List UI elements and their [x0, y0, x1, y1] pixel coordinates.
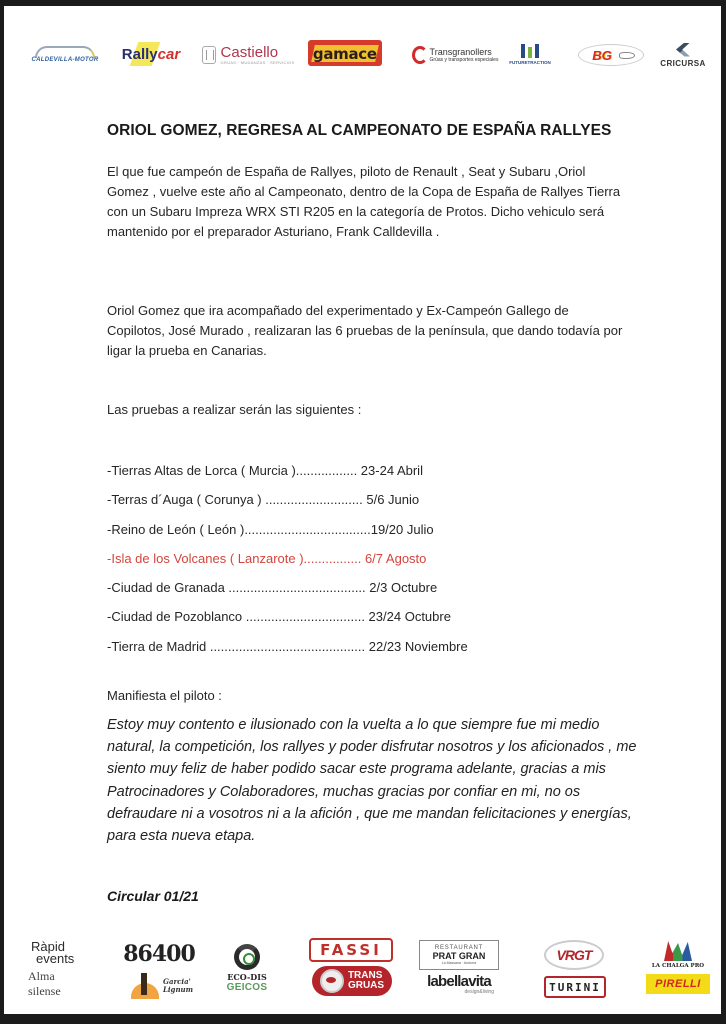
logo-rapid-events: Ràpid events — [31, 939, 75, 966]
race-item: -Reino de León ( León )...................................19/20 Julio — [107, 521, 434, 537]
logo-la-chalga-pro: LA CHALGA PRO — [648, 940, 708, 970]
race-item-highlighted: -Isla de los Volcanes ( Lanzarote )................ 6/7 Agosto — [107, 550, 427, 566]
race-list — [107, 456, 468, 661]
transgruas-emblem-icon — [320, 969, 344, 993]
logo-alma-silense: Alma silense — [28, 969, 61, 998]
logo-turini: TURINI — [544, 976, 606, 998]
logo-cricursa: CRICURSA — [654, 40, 712, 70]
race-item: -Tierra de Madrid ........................................... 22/23 Noviembre — [107, 638, 468, 654]
logo-garcia-lignum: Garcia' Lignum — [124, 972, 200, 1000]
logo-caldevilla-motor: CALDEVILLA-MOTOR — [28, 40, 102, 68]
mountains-icon — [664, 941, 692, 961]
transgranollers-emblem-icon — [412, 46, 428, 64]
logo-86400: 86400 — [123, 941, 195, 967]
crest-icon — [202, 46, 216, 64]
logo-future-traction: FUTURETRACTION — [508, 39, 552, 69]
race-item: -Ciudad de Pozoblanco ................................. 23/24 Octubre — [107, 609, 451, 625]
logo-castiello: Castiello GRUAS · MUDANZAS · SERVICIOS — [200, 42, 296, 68]
logo-transgruas: TRANS GRUAS — [312, 966, 392, 996]
quote-intro: Manifiesta el piloto : — [107, 688, 222, 703]
logo-bg-helicopters: BG — [578, 44, 644, 66]
paragraph-intro: El que fue campeón de España de Rallyes, piloto de Renault , Seat y Subaru ,Oriol Gomez , vuelve este año al Campeonato, dentro de la Copa de España de Rallyes Tierra con un Subaru Impreza WRX STI R205 en la categoría de Protos. Dicho vehiculo será mantenido por el preparador Asturiano, Frank Calldevilla . — [107, 164, 621, 239]
races-intro: Las pruebas a realizar serán las siguientes : — [107, 402, 362, 417]
logo-vrgt: VRGT — [544, 940, 604, 970]
logo-transgranollers: Transgranollers Grúas y transportes especiales — [408, 44, 502, 66]
race-item: -Tierras Altas de Lorca ( Murcia )................. 23-24 Abril — [107, 463, 423, 478]
document-title: ORIOL GOMEZ, REGRESA AL CAMPEONATO DE ESPAÑA RALLYES — [107, 122, 612, 139]
race-item: -Terras d´Auga ( Corunya ) ........................... 5/6 Junio — [107, 492, 420, 508]
logo-gamace: gamace — [308, 40, 382, 66]
helicopter-icon — [619, 52, 635, 59]
logo-labellavita: labellavita design&living — [427, 972, 494, 995]
cricursa-emblem-icon — [676, 43, 690, 57]
future-traction-emblem-icon — [521, 44, 539, 58]
logo-fassi: FASSI — [309, 938, 393, 962]
logo-eco-dis-geicos: ECO-DIS GEICOS — [219, 936, 275, 1000]
pilot-quote: Estoy muy contento e ilusionado con la vuelta a lo que siempre fue mi medio natural, la competición, los rallyes y poder disfrutar nosotros y los aficionados , me siento muy feliz de haber podido sacar este programa adelante, gracias a mis Patrocinadores y Colaboradores, muchas gracias por confiar en mi, no os defraudare ni a vosotros ni a la afición , que me mandan felicitaciones y energías, para esta nueva etapa. — [107, 717, 637, 845]
document-page — [4, 6, 721, 1014]
logo-restaurant-prat-gran: RESTAURANT PRAT GRAN La Massana · Andorra — [419, 940, 499, 970]
logo-pirelli: PIRELLI — [646, 974, 710, 994]
recycle-gear-icon — [234, 944, 260, 970]
circular-number: Circular 01/21 — [107, 888, 199, 904]
race-item: -Ciudad de Granada ...................................... 2/3 Octubre — [107, 580, 438, 596]
paragraph-copilot: Oriol Gomez que ira acompañado del experimentado y Ex-Campeón Gallego de Copilotos, José Murado , realizaran las 6 pruebas de la península, que dando todavía por ligar la prueba en Canarias. — [107, 303, 623, 358]
lighthouse-icon — [131, 983, 159, 999]
logo-rallycar: Rally car — [114, 42, 188, 66]
